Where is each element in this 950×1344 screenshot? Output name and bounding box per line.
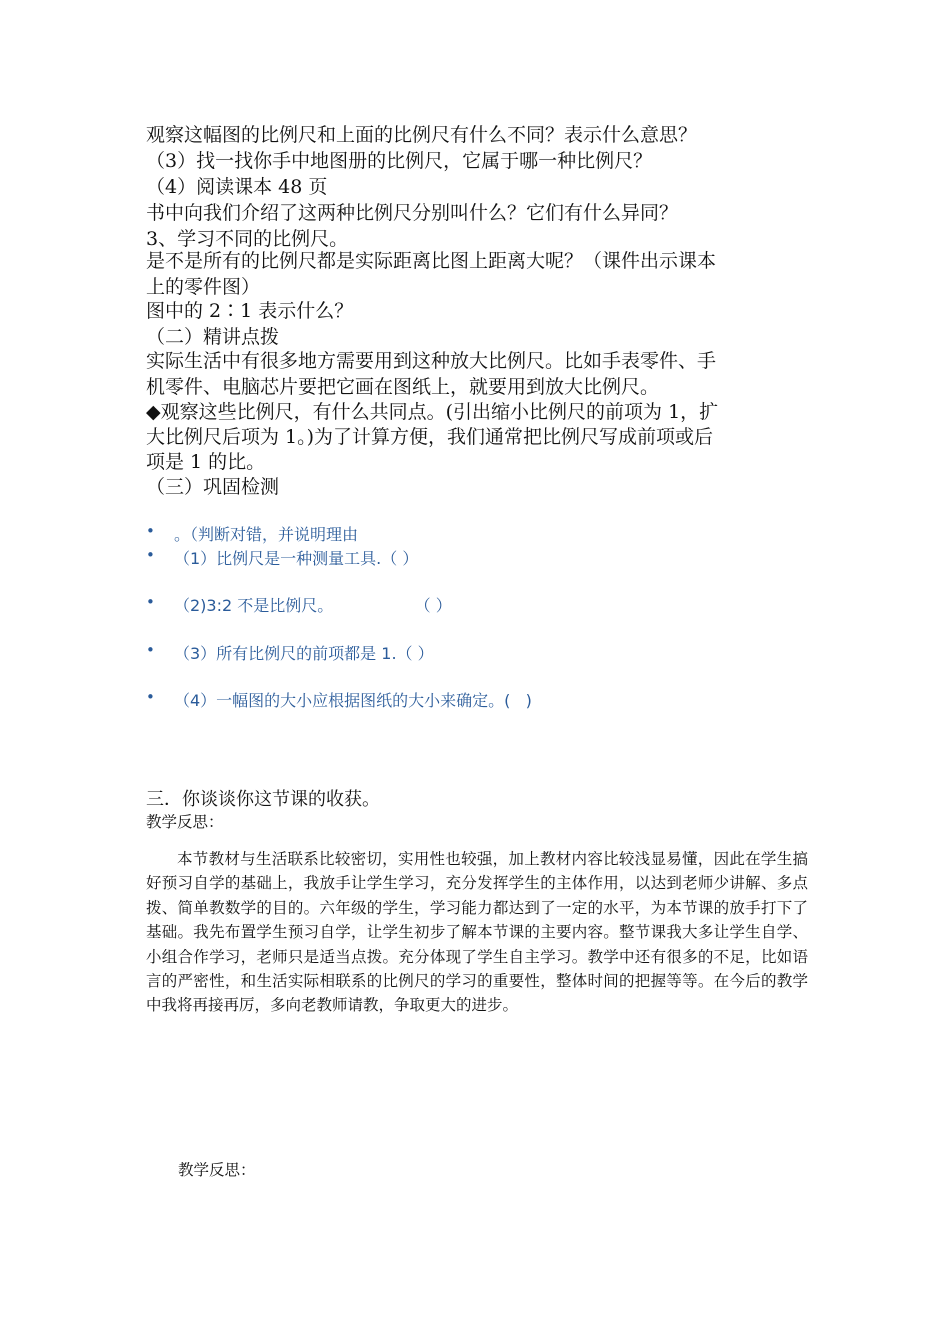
text-line: 3、学习不同的比例尺。 — [146, 228, 349, 250]
section-heading: （二）精讲点拨 — [146, 326, 280, 348]
text-line: 大比例尺后项为 1。)为了计算方便，我们通常把比例尺写成前项或后 — [146, 426, 714, 448]
bullet-icon: • — [146, 593, 155, 611]
quiz-text: （3）所有比例尺的前项都是 1.（ ） — [174, 644, 434, 663]
quiz-text: （4）一幅图的大小应根据图纸的大小来确定。( ) — [174, 691, 532, 710]
section-heading: （三）巩固检测 — [146, 476, 280, 498]
quiz-text: （1）比例尺是一种测量工具.（ ） — [174, 549, 419, 568]
reflection-paragraph: 本节教材与生活联系比较密切，实用性也较强，加上教材内容比较浅显易懂，因此在学生搞好预习自学的基础上，我放手让学生学习，充分发挥学生的主体作用，以达到老师少讲解、多点拨、简单教数学的目的。六年级的学生，学习能力都达到了一定的水平，为本节课的放手打下了基础。我先布置学生预习自学，让学生初步了解本节课的主要内容。整节课我大多让学生自学、小组合作学习，老师只是适当点拨。充分体现了学生自主学习。教学中还有很多的不足，比如语言的严密性，和生活实际相联系的比例尺的学习的重要性，整体时间的把握等等。在今后的教学中我将再接再厉，多向老教师请教，争取更大的进步。 — [146, 850, 808, 1015]
reflection-label: 教学反思： — [178, 1161, 256, 1179]
text-line: 上的零件图） — [146, 276, 261, 298]
text-line: 是不是所有的比例尺都是实际距离比图上距离大呢？（课件出示课本 — [146, 250, 717, 272]
text-line: 机零件、电脑芯片要把它画在图纸上，就要用到放大比例尺。 — [146, 376, 660, 398]
section-heading: 三．你谈谈你这节课的收获。 — [146, 789, 380, 810]
text-line: （4）阅读课本 48 页 — [146, 176, 328, 198]
text-line: 实际生活中有很多地方需要用到这种放大比例尺。比如手表零件、手 — [146, 350, 717, 372]
bullet-icon: • — [146, 546, 155, 564]
text-line: 图中的 2∶1 表示什么？ — [146, 300, 354, 322]
text-line: ◆观察这些比例尺，有什么共同点。(引出缩小比例尺的前项为 1，扩 — [146, 401, 719, 423]
quiz-text: （2)3:2 不是比例尺。 （ ） — [174, 596, 452, 615]
quiz-text: 。（判断对错，并说明理由 — [174, 525, 359, 544]
bullet-icon: • — [146, 522, 155, 540]
text-line: （3）找一找你手中地图册的比例尺，它属于哪一种比例尺？ — [146, 150, 653, 172]
bullet-icon: • — [146, 688, 155, 706]
text-line: 项是 1 的比。 — [146, 451, 266, 473]
text-line: 观察这幅图的比例尺和上面的比例尺有什么不同？表示什么意思？ — [146, 124, 698, 146]
bullet-icon: • — [146, 641, 155, 659]
text-line: 书中向我们介绍了这两种比例尺分别叫什么？它们有什么异同？ — [146, 202, 679, 224]
reflection-label: 教学反思： — [146, 813, 224, 831]
